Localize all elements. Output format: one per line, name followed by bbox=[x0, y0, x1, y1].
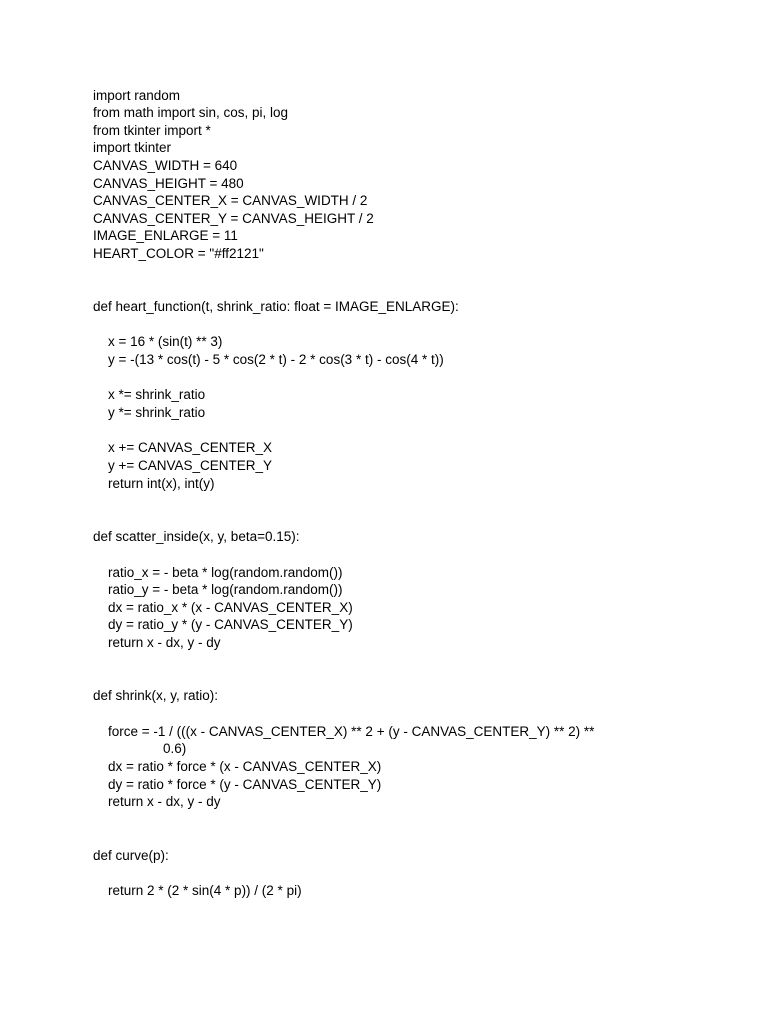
code-line-continuation: 0.6) bbox=[163, 741, 187, 756]
code-line: y += CANVAS_CENTER_Y bbox=[108, 458, 273, 473]
code-line: dx = ratio * force * (x - CANVAS_CENTER_X) bbox=[108, 759, 382, 774]
code-line: HEART_COLOR = "#ff2121" bbox=[93, 246, 264, 261]
code-line: from math import sin, cos, pi, log bbox=[93, 105, 289, 120]
code-line: CANVAS_WIDTH = 640 bbox=[93, 158, 238, 173]
code-line: y *= shrink_ratio bbox=[108, 405, 206, 420]
code-line: x = 16 * (sin(t) ** 3) bbox=[108, 334, 223, 349]
code-line: return x - dx, y - dy bbox=[108, 635, 221, 650]
code-line: dy = ratio_y * (y - CANVAS_CENTER_Y) bbox=[108, 617, 353, 632]
code-line: x *= shrink_ratio bbox=[108, 387, 206, 402]
code-line: CANVAS_CENTER_X = CANVAS_WIDTH / 2 bbox=[93, 193, 368, 208]
code-line: IMAGE_ENLARGE = 11 bbox=[93, 228, 238, 243]
function-definition: def heart_function(t, shrink_ratio: float = IMAGE_ENLARGE): bbox=[93, 299, 459, 314]
code-line: ratio_y = - beta * log(random.random()) bbox=[108, 582, 343, 597]
function-definition: def scatter_inside(x, y, beta=0.15): bbox=[93, 529, 300, 544]
code-line: return int(x), int(y) bbox=[108, 476, 215, 491]
code-line: y = -(13 * cos(t) - 5 * cos(2 * t) - 2 * cos(3 * t) - cos(4 * t)) bbox=[108, 352, 444, 367]
code-line: force = -1 / (((x - CANVAS_CENTER_X) ** 2 + (y - CANVAS_CENTER_Y) ** 2) ** bbox=[108, 724, 595, 739]
code-line: CANVAS_HEIGHT = 480 bbox=[93, 176, 244, 191]
code-line: x += CANVAS_CENTER_X bbox=[108, 440, 273, 455]
code-line: return x - dx, y - dy bbox=[108, 794, 221, 809]
code-line: ratio_x = - beta * log(random.random()) bbox=[108, 565, 343, 580]
code-line: CANVAS_CENTER_Y = CANVAS_HEIGHT / 2 bbox=[93, 211, 374, 226]
code-line: import random bbox=[93, 88, 181, 103]
code-line: dx = ratio_x * (x - CANVAS_CENTER_X) bbox=[108, 600, 353, 615]
code-line: from tkinter import * bbox=[93, 123, 211, 138]
code-line: return 2 * (2 * sin(4 * p)) / (2 * pi) bbox=[108, 883, 302, 898]
function-definition: def curve(p): bbox=[93, 848, 169, 863]
code-line: dy = ratio * force * (y - CANVAS_CENTER_Y) bbox=[108, 777, 382, 792]
function-definition: def shrink(x, y, ratio): bbox=[93, 688, 219, 703]
code-line: import tkinter bbox=[93, 140, 172, 155]
